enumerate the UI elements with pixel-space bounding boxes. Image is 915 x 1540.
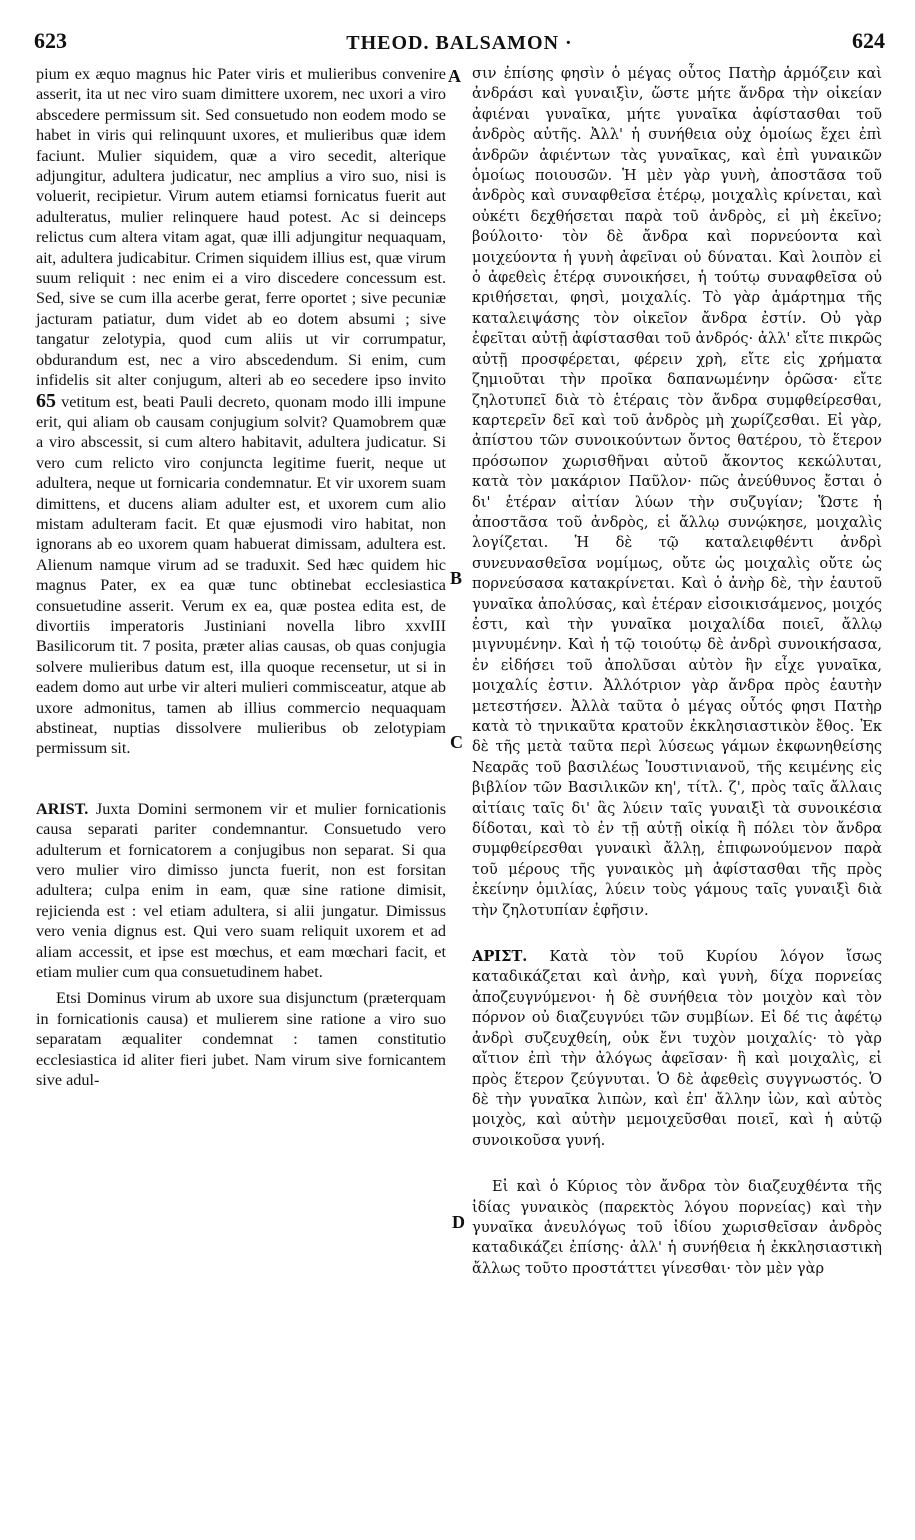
margin-number: 65 bbox=[36, 389, 56, 412]
latin-paragraph-2-lead: ARIST. bbox=[36, 799, 89, 818]
latin-paragraph-1-text: pium ex æquo magnus hic Pater viris et mulieribus convenire asserit, ita ut nec viro suam dimittere uxorem, nec uxori a viro abscedere permissum sit. Sed consuetudo non eodem modo se habet in viris qui relinquunt uxores, et mulieribus quæ idem faciunt. Mulier siquidem, quæ a viro secedit, alterique adjungitur, adultera judicatur, nec amplius a viro suo, nisi is voluerit, recipietur. Virum autem etiamsi fornicatus fuerit aut adulteratus, mulier relinquere haud potest. Ac si deinceps relictus cum altera vitam agat, quæ illi adjungitur nequaquam, ait, adultera judicabitur. Crimen siquidem illius est, quæ virum suum reliquit : nec enim ei a viro discedere concessum est. Sed, sive se cum illa acerbe gerat, ferre oportet ; sive pecuniæ jacturam patiatur, dum videt ab eo dotem absumi ; sive tangatur zelotypia, quod cum aliis ut vir corrumpatur, obdurandum est, nec a viro abscedendum. Si enim, cum infidelis sit alter conjugum, alteri ab eo secedere ipso invito bbox=[36, 65, 446, 390]
greek-paragraph-2-lead: ΑΡΙΣΤ. bbox=[472, 948, 528, 966]
greek-paragraph-1: σιν ἐπίσης φησὶν ὁ μέγας οὗτος Πατὴρ ἁρμόζειν καὶ ἀνδράσι καὶ γυναιξὶν, ὥστε μήτε ἄνδρα τὴν οἰκείαν ἀφιέναι γυναῖκα, μήτε γυναῖκα ἀφίστασθαι τοῦ ἀνδρὸς αὐτῆς. Ἀλλ' ἡ συνήθεια οὐχ ὁμοίως ἔχει ἐπὶ ἀνδρῶν ἀφιέντων τὰς γυναῖκας, καὶ ἐπὶ γυναικῶν ὁμοίως ποιουσῶν. Ἡ μὲν γὰρ γυνὴ, ἀποστᾶσα τοῦ ἀνδρὸς καὶ συναφθεῖσα ἑτέρῳ, μοιχαλὶς κρίνεται, καὶ οὐκέτι δεχθήσεται παρὰ τοῦ ἀνδρὸς, εἰ μὴ ἐκεῖνο; βούλοιτο· τὸν δὲ ἄνδρα καὶ πορνεύοντα καὶ μοιχεύοντα ἡ γυνὴ ἀφεῖναι οὐ δύναται. Καὶ λοιπὸν εἰ ὁ ἀφεθεὶς ἑτέρᾳ συνοικήσει, ἡ τούτῳ συναφθεῖσα οὐ κριθήσεται, φησὶ, μοιχαλίς. Τὸ γὰρ ἁμάρτημα τῆς καταλειψάσης τὸν οἰκεῖον ἄνδρα ἐστίν. Οὐ γὰρ ἐφεῖται αὐτῇ ἀφίστασθαι τοῦ ἀνδρός· ἀλλ' εἴτε πικρῶς αὐτῇ προσφέρεται, φέρειν χρὴ, εἴτε εἰς χρήματα ζημιοῦται τὴν προῖκα δαπανωμένην ὁρῶσα· εἴτε ζηλοτυπεῖ διὰ τὸ ἑτέραις τὸν ἄνδρα συμφθείρεσθαι, καρτερεῖν δεῖ καὶ τοῦ ἀνδρὸς μὴ χωρίζεσθαι. Εἰ γὰρ, ἀπίστου τῶν συνοικούντων ὄντος θατέρου, τὸ ἕτερον πρόσωπον χωρισθῆναι αὐτοῦ ἄκοντος κεκώλυται, κατὰ τὸν μακάριον Παῦλον· πῶς ἀνεύθυνος ἔσται ὁ δι' ἑτέραν αἰτίαν λύων τὴν συζυγίαν; Ὥστε ἡ ἀποστᾶσα τοῦ ἀνδρὸς, εἰ ἄλλῳ συνῴκησε, μοιχαλὶς λογίζεται. Ἡ δὲ τῷ καταλειφθέντι ἀνδρὶ συνευνασθεῖσα νομίμως, οὔτε ὡς μοιχαλὶς οὔτε ὡς πορνεύσασα κατακρίνεται. Καὶ ὁ ἀνὴρ δὲ, τὴν ἑαυτοῦ γυναῖκα ἀπολύσας, καὶ ἑτέραν εἰσοικισάμενος, μοιχός ἐστι, καὶ τὴν γυναῖκα μοιχαλίδα ποιεῖ, ἄλλῳ μιγνυμένην. Καὶ ἡ τῷ τοιούτῳ δὲ ἀνδρὶ συνοικήσασα, ἐν εἰδήσει τοῦ ἀπολῦσαι αὐτὸν ἣν εἶχε γυναῖκα, μοιχαλίς ἐστιν. Ἀλλότριον γὰρ ἄνδρα πρὸς ἑαυτὴν μετεστήσεν. Ἀλλὰ ταῦτα ὁ μέγας οὗτός φησι Πατὴρ κατὰ τὸ τηνικαῦτα κρατοῦν ἐκκλησιαστικὸν ἔθος. Ἐκ δὲ τῆς μετὰ ταῦτα περὶ λύσεως γάμων ἐκφωνηθείσης Νεαρᾶς τοῦ βασιλέως Ἰουστινιανοῦ, τῆς κειμένης εἰς βιβλίον τῶν Βασιλικῶν κη', τίτλ. ζ', πρὸς ταῖς ἄλλαις αἰτίαις ταῖς δι' ἃς λύειν ταῖς γυναιξὶ τὰ συνοικέσια δίδοται, καὶ τὸ ἐν τῇ αὐτῇ οἰκίᾳ ἢ πόλει τὸν ἄνδρα συμφθείρεσθαι γυναικὶ ἄλλῃ, ἐπιφωνούμενον παρὰ τοῦ μέρους τῆς γυναικὸς μὴ ἀφίστασθαι τῆς πρὸς ἐκείνην ὁμιλίας, λύειν τοὺς γάμους ταῖς γυναιξὶ διὰ τὴν ζηλοτυπίαν ἐφῆσιν. bbox=[472, 65, 882, 919]
page-number-right: 624 bbox=[852, 28, 885, 53]
page-number-left: 623 bbox=[34, 28, 67, 53]
greek-paragraph-3: Εἰ καὶ ὁ Κύριος τὸν ἄνδρα τὸν διαζευχθέντα τῆς ἰδίας γυναικὸς (παρεκτὸς λόγου πορνείας) καὶ τὴν γυναῖκα ἀνευλόγως τοῦ ἰδίου χωρισθεῖσαν ἀνδρὸς καταδικάζει ἐπίσης· ἀλλ' ἡ συνήθεια ἡ ἐκκλησιαστικὴ ἄλλως τοῦτο προστάττει γίνεσθαι· τὸν μὲν γὰρ bbox=[472, 1178, 882, 1277]
latin-column bbox=[36, 64, 446, 1091]
paragraph-gap bbox=[472, 921, 882, 947]
latin-paragraph-1 bbox=[36, 64, 446, 759]
section-marker-a: A bbox=[448, 66, 461, 86]
section-marker-b: B bbox=[450, 568, 463, 588]
section-marker-c: C bbox=[450, 732, 463, 752]
paragraph-gap bbox=[36, 759, 446, 799]
greek-column bbox=[472, 64, 882, 1279]
paragraph-gap bbox=[472, 1151, 882, 1177]
latin-paragraph-1-cont: vetitum est, beati Pauli decreto, quonam modo illi impune erit, qui aliam ob causam conjugium solvit? Quamobrem quæ a viro abscessit, si cum altero habitavit, adultera judicatur. Si vero cum relicto viro conjuncta legitime fuerit, neque ut adultera, neque ut fornicaria condemnatur. Et vir uxorem suam dimittens, et ducens aliam adulter est, et uxorem cum alio mistam adulteram facit. Et quæ ejusmodi viro habitat, non ignorans ab eo uxorem quam habuerat dimissam, adultera est. Alienum namque virum ad se traduxit. Sed hæc quidem hic magnus Pater, ex ea quæ tunc obtinebat ecclesiastica consuetudine asserit. Verum ex ea, quæ postea edita est, de divortiis imperatoris Justiniani novella libro xxvIII Basilicorum tit. 7 posita, præter alias causas, ob quas conjugia solvere mulieribus datum est, illa quoque recensetur, ut si in eadem domo aut urbe vir alteri mulieri commisceatur, atque ab uxore admonitus, tamen ab illius commercio nequaquam abstineat, nuptias dissolvere mulieribus ob zelotypiam permissum sit. bbox=[36, 392, 446, 758]
latin-paragraph-2-text: Juxta Domini sermonem vir et mulier fornicationis causa separati pariter condemnantur. Consuetudo vero adulterum et fornicatorem a conjugibus non separat. Si qua vero mulier viro dimisso juncta fuerit, non est forsitan adultera; culpa enim in eam, quæ sine ratione dimisit, rejicienda est : vel etiam adultera, si alii jungatur. Dimissus vero venia dignus est. Qui vero suam reliquit uxorem et ad aliam accessit, et ipse est mœchus, et eam mœchari facit, et etiam mulier cum qua consuetudinem habet. bbox=[36, 799, 447, 982]
section-marker-d: D bbox=[452, 1212, 465, 1232]
greek-paragraph-2 bbox=[472, 947, 882, 1151]
running-title: THEOD. BALSAMON · bbox=[346, 32, 573, 54]
greek-paragraph-2-text: Κατὰ τὸν τοῦ Κυρίου λόγον ἴσως καταδικάζεται καὶ ἀνὴρ, καὶ γυνὴ, δίχα πορνείας ἀποζευγνύμενοι· ἡ δὲ συνήθεια τὸν μοιχὸν καὶ τὸν πόρνον οὐ διαζευγνύει τῶν συμβίων. Εἰ δέ τις ἀφέτῳ ἀνδρὶ συζευχθείη, οὐκ ἔνι τυχὸν μοιχαλίς· τὸ γὰρ αἴτιον ἐπὶ τὴν ἀλόγως ἀφεῖσαν· ἢ καὶ μοιχαλὶς, εἰ πρὸς ἕτερον ζεύγνυται. Ὁ δὲ ἀφεθεὶς συγγνωστός. Ὁ δὲ τὴν γυναῖκα λιπὼν, καὶ ἐπ' ἄλλην ἰὼν, καὶ αὐτὸς μοιχὸς, καὶ αὐτὴν μεμοιχεῦσθαι ποιεῖ, καὶ ἡ αὐτῷ συνοικοῦσα γυνή. bbox=[472, 948, 882, 1149]
running-header bbox=[34, 10, 885, 54]
latin-paragraph-2 bbox=[36, 799, 446, 983]
latin-paragraph-3: Etsi Dominus virum ab uxore sua disjunctum (præterquam in fornicationis causa) et mulierem sine ratione a viro suo separatam æqualiter condemnat : tamen constitutio ecclesiastica id aliter fieri jubet. Nam virum sive fornicantem sive adul- bbox=[36, 989, 446, 1090]
